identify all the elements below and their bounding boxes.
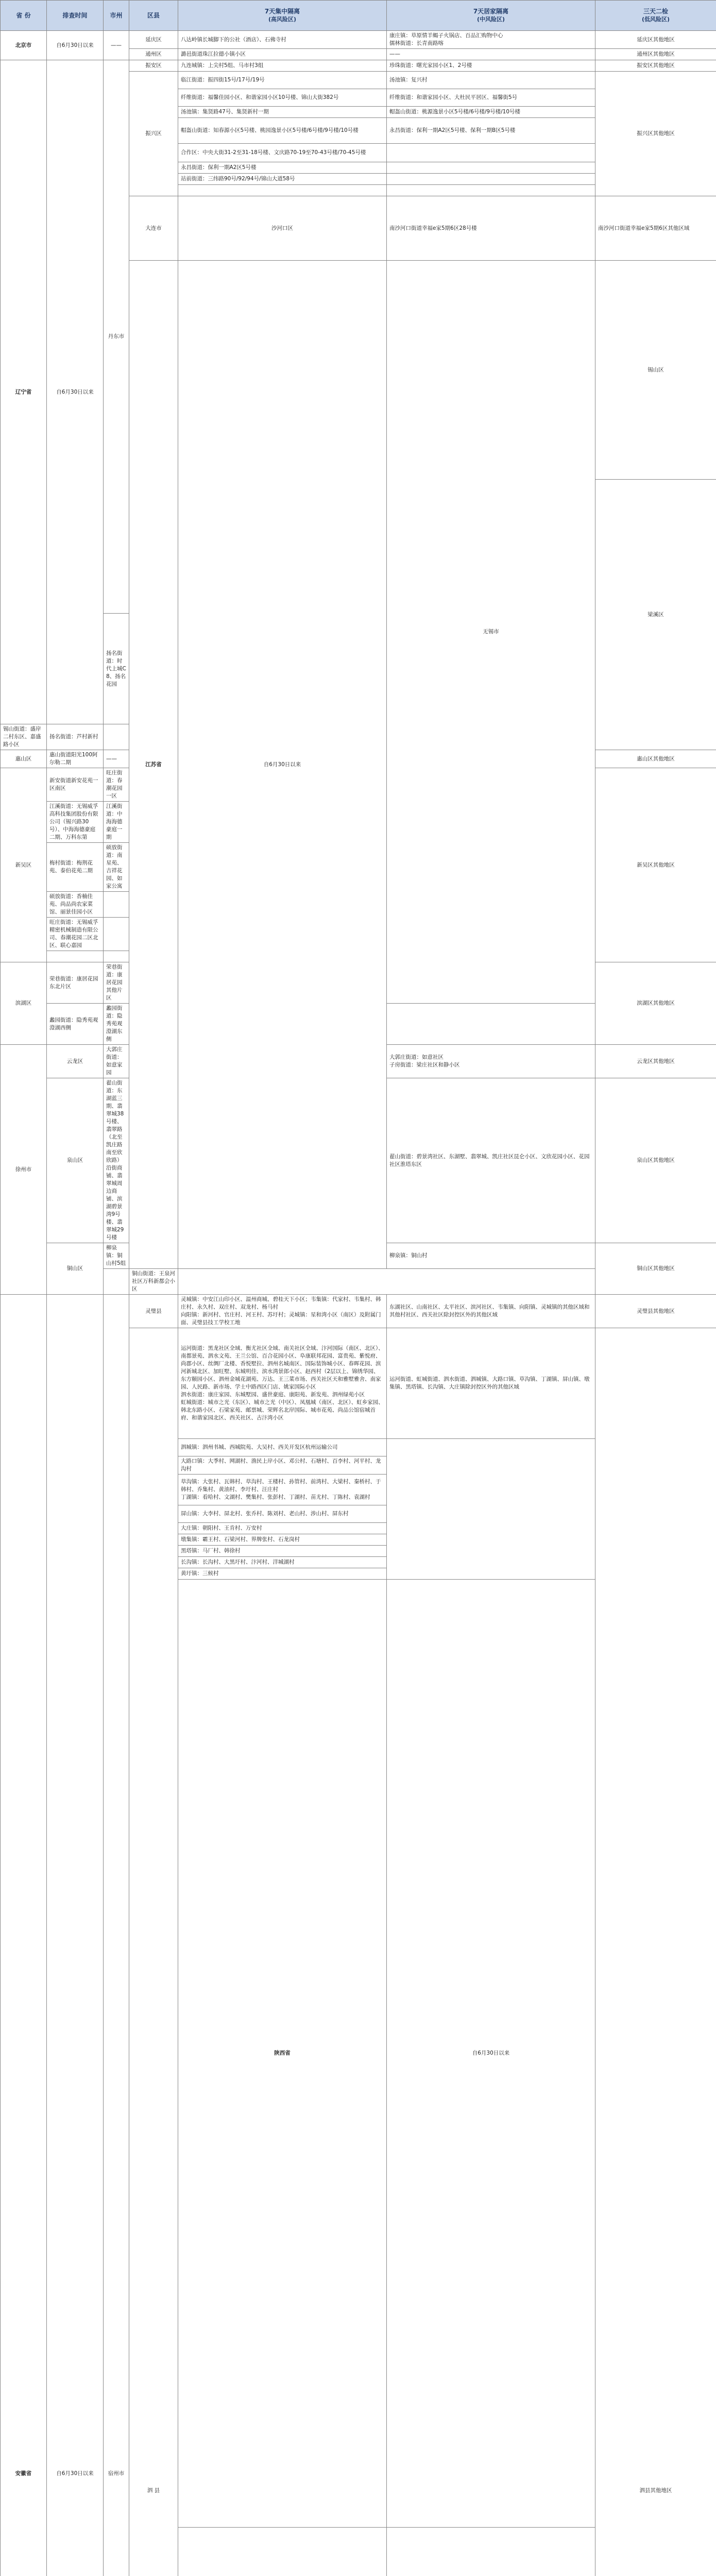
high-risk-cell — [47, 951, 104, 962]
high-risk-cell: 荣巷街道：康居花园东北片区 — [47, 962, 104, 1004]
district-cell: 梁溪区 — [595, 480, 716, 750]
city-cell: 丹东市 — [104, 60, 129, 614]
district-cell: 灵璧县 — [129, 1295, 178, 1328]
province-cell: 辽宁省 — [1, 60, 47, 724]
medium-risk-cell: 南沙河口街道幸福e家5期6区其他区域 — [595, 196, 716, 261]
high-risk-cell: 汤池镇：集贤路47号、集贤新村一期 — [178, 107, 387, 118]
high-risk-cell: 墩集镇：霸王村、石梁河村、界牌张村、石龙岗村 — [178, 1534, 387, 1546]
medium-risk-cell: 荣巷街道：康居花园其他片区 — [104, 962, 129, 1004]
header-district: 区县 — [129, 1, 178, 31]
start-time-cell — [387, 2528, 595, 2576]
high-risk-cell: 九连城镇：上尖村5组、马市村3组 — [178, 60, 387, 72]
low-risk-cell: 振安区其他地区 — [595, 60, 716, 72]
district-cell: 铜山区 — [47, 1243, 104, 1295]
medium-risk-cell: 蠡园街道：隐秀苑观澄湖东侧 — [104, 1004, 129, 1045]
table-row — [1, 31, 716, 49]
high-risk-cell: 永昌街道：保利一期A2区5号楼 — [178, 162, 387, 174]
header-three-day-test: 三天二检 (低风险区) — [595, 1, 716, 31]
high-risk-cell: 柳泉镇：铜山村5组 — [104, 1243, 129, 1269]
medium-risk-cell: 康庄镇：草原情羊蝎子火锅店、百品汇购物中心 儒林街道：长青南路喀 — [387, 31, 595, 49]
low-risk-cell: 铜山区其他地区 — [595, 1243, 716, 1295]
high-risk-cell: 屏山镇：大李村、屏北村、张乔村、陈刘村、老山村、涉山村、屏东村 — [178, 1505, 387, 1523]
city-cell: 无锡市 — [387, 261, 595, 1004]
medium-risk-cell — [387, 174, 595, 185]
start-time-cell: 自6月30日以来 — [47, 1295, 104, 2576]
high-risk-cell: 南沙河口街道幸福e家5期6区28号楼 — [387, 196, 595, 261]
city-cell: 大连市 — [129, 196, 178, 261]
district-cell: 通州区 — [129, 49, 178, 60]
medium-risk-cell: 柳泉镇：铜山村 — [387, 1243, 595, 1269]
high-risk-cell: 八达岭镇长城脚下的公社（酒店）、石佛寺村 — [178, 31, 387, 49]
medium-risk-cell: 旺庄街道：春潮花园一区 — [104, 768, 129, 802]
medium-risk-cell: —— — [387, 49, 595, 60]
start-time-cell: 自6月30日以来 — [178, 261, 387, 1269]
province-cell — [178, 2528, 387, 2576]
medium-risk-cell: 帽盔山街道：桃源逸景小区5号楼/6号楼/9号楼/10号楼 — [387, 107, 595, 118]
low-risk-cell: 新吴区其他地区 — [595, 768, 716, 962]
high-risk-cell: 黑塔镇：马厂村、韩徐村 — [178, 1546, 387, 1557]
high-risk-cell — [104, 1269, 129, 1295]
header-home-quarantine: 7天居家隔离 (中风险区) — [387, 1, 595, 31]
province-cell: 安徽省 — [1, 1295, 47, 2576]
district-cell: 滨湖区 — [1, 962, 47, 1045]
table-row — [1, 60, 716, 72]
province-cell: 北京市 — [1, 31, 47, 60]
start-time-cell: 自6月30日以来 — [387, 1580, 595, 2528]
high-risk-cell: 帽盔山街道：知春源小区5号楼、桃园逸景小区5号楼/6号楼/9号楼/10号楼 — [178, 118, 387, 144]
district-cell: 惠山区 — [1, 750, 47, 768]
high-risk-cell: 旺庄街道：无锡威孚精密机械制造有限公司、春潮花园二区北区、联心嘉园 — [47, 918, 104, 951]
medium-risk-cell — [387, 144, 595, 162]
medium-risk-cell: 铜山街道：王泉河社区万科新都会小区 — [129, 1269, 178, 1295]
high-risk-cell: 长沟镇：长沟村、大黑圩村、汴河村、洋城湖村 — [178, 1557, 387, 1568]
medium-risk-cell: 扬名街道：芦村新村 — [47, 724, 104, 750]
high-risk-cell: 翟山街道：东湖蓝三期、翡翠城38号楼、翡翠路（北至凯庄路南至欣欣路）沿街商铺、翡翠城周边商铺、滨湖碧景湾9号楼、翡翠城29号楼 — [104, 1078, 129, 1243]
low-risk-cell: 通州区其他地区 — [595, 49, 716, 60]
header-start-time: 排查时间 — [47, 1, 104, 31]
high-risk-cell: 潞邑街道珠江拉德小镇小区 — [178, 49, 387, 60]
medium-risk-cell: 珍珠街道：曙光家园小区1、2号楼 — [387, 60, 595, 72]
high-risk-cell: 灵城镇：中安江山印小区、温州商城、碧桂天下小区；韦集镇：代家村、韦集村、韩庄村、永久村、双庄村、双龙村、杨马村 向阳镇：新河村、官庄村、河王村、苏圩村；灵城镇：星和湾小区（南区）及附属门面、灵璧县技工学校工地 — [178, 1295, 387, 1328]
medium-risk-cell: —— — [104, 750, 129, 768]
header-province: 省 份 — [1, 1, 47, 31]
low-risk-cell: 云龙区其他地区 — [595, 1045, 716, 1078]
high-risk-cell: 临江街道：振四街15号/17号/19号 — [178, 72, 387, 89]
high-risk-cell: 草沟镇：大张村、瓦韩村、草沟村、王楼村、孙管村、前湾村、大梁村、秦桥村、于韩村、乔集村、黄油村、李圩村、汪庄村 丁湖镇：看哈村、文湖村、樊集村、张彭村、丁湖村、苗尤村、丁陈村、袁湖村 — [178, 1475, 387, 1505]
city-cell: —— — [104, 31, 129, 60]
header-city: 市州 — [104, 1, 129, 31]
high-risk-cell: 大路口镇：大季村、网湖村、渔民上岸小区、邓公村、石塘村、百李村、河平村、龙沟村 — [178, 1456, 387, 1475]
high-risk-cell: 锡山街道：盛岸二村东区、嘉盛路小区 — [1, 724, 47, 750]
high-risk-cell — [178, 185, 387, 196]
medium-risk-cell — [104, 918, 129, 951]
high-risk-cell: 站前街道：三纬路90号/92/94号/锦山大道58号 — [178, 174, 387, 185]
low-risk-cell: 灵璧县其他地区 — [595, 1295, 716, 1328]
medium-risk-cell — [104, 892, 129, 918]
district-cell: 振兴区 — [129, 72, 178, 196]
medium-risk-cell: 运河街道、虹城街道、泗水街道、泗城镇、大路口镇、草沟镇、丁湖镇、屏山镇、墩集镇、黑塔镇、长沟镇、大庄镇除封控区外的其他区域 — [387, 1328, 595, 1439]
medium-risk-cell — [387, 185, 595, 196]
header-central-quarantine: 7天集中隔离 (高风险区) — [178, 1, 387, 31]
low-risk-cell: 延庆区其他地区 — [595, 31, 716, 49]
high-risk-cell: 蠡园街道：隐秀苑观澄湖西侧 — [47, 1004, 104, 1045]
medium-risk-cell: 翟山街道：碧景湾社区、东湖墅、翡翠城、凯庄社区昆仑小区、文欣花园小区、花园社区淮塔东区 — [387, 1078, 595, 1243]
table-header-row — [1, 1, 716, 31]
province-cell: 陕西省 — [178, 1580, 387, 2528]
high-risk-cell: 梅村街道：梅荆花苑、泰伯花苑二期 — [47, 843, 104, 892]
medium-risk-cell: 大郭庄街道：如意社区 子房街道：梁庄社区和静小区 — [387, 1045, 595, 1078]
low-risk-cell: 滨湖区其他地区 — [595, 962, 716, 1045]
medium-risk-cell: 硕放街道：南星苑、吉祥花园、如家公寓 — [104, 843, 129, 892]
low-risk-cell: 泉山区其他地区 — [595, 1078, 716, 1243]
start-time-cell: 自6月30日以来 — [47, 31, 104, 60]
city-cell: 徐州市 — [1, 1045, 47, 1295]
high-risk-cell: 扬名街道：时代上城C8、扬名花园 — [104, 614, 129, 724]
high-risk-cell: 大庄镇：朝阳村、王肯村、万安村 — [178, 1523, 387, 1534]
table-body — [1, 31, 716, 2576]
district-cell: 云龙区 — [47, 1045, 104, 1078]
district-cell: 振安区 — [129, 60, 178, 72]
high-risk-cell: 黄圩镇：三候村 — [178, 1568, 387, 1580]
district-cell: 沙河口区 — [178, 196, 387, 261]
medium-risk-cell: 纤维街道：和谐家园小区、大杜民平居区、福馨街5号 — [387, 89, 595, 107]
table-row — [1, 1295, 716, 1328]
high-risk-cell: 硕放街道：香楠佳苑、尚品尚农家菜馆、丽景佳园小区 — [47, 892, 104, 918]
medium-risk-cell — [387, 162, 595, 174]
district-cell: 延庆区 — [129, 31, 178, 49]
district-cell: 锡山区 — [595, 261, 716, 480]
start-time-cell: 自6月30日以来 — [47, 60, 104, 724]
high-risk-cell: 江溪街道：无锡威孚高科技集团股份有限公司（锡兴路30号）、中海海德豪庭二期、万科东第 — [47, 802, 104, 843]
city-cell: 宿州市 — [104, 1295, 129, 2576]
high-risk-cell: 泗城镇：泗州书城、西城院苑、大吴村、西关开发区杭州运输公司 — [178, 1439, 387, 1456]
low-risk-cell: 泗县其他地区 — [595, 1328, 716, 2576]
medium-risk-cell: 汤池镇：复兴村 — [387, 72, 595, 89]
medium-risk-cell: 江溪街道：中海海德豪庭一期 — [104, 802, 129, 843]
medium-risk-cell: 东湖社区、山南社区、太平社区、滨河社区、韦集镇、向阳镇、灵城镇的其他区域和其他村社区、西关社区除封控区外的其他区域 — [387, 1295, 595, 1328]
low-risk-cell: 振兴区其他地区 — [595, 72, 716, 196]
high-risk-cell: 大郭庄街道：如意家园 — [104, 1045, 129, 1078]
district-cell: 新吴区 — [1, 768, 47, 962]
high-risk-cell: 纤维街道：福馨佳园小区、和谐家园小区10号楼、锦山大街382号 — [178, 89, 387, 107]
high-risk-cell: 合作区：中央大街31-2至31-18号楼、文庆路70-19至70-43号楼/70-45号楼 — [178, 144, 387, 162]
low-risk-cell: 惠山区其他地区 — [595, 750, 716, 768]
district-cell: 泉山区 — [47, 1078, 104, 1243]
medium-risk-cell: 永昌街道：保利一期A2区5号楼、保利一期B区5号楼 — [387, 118, 595, 144]
high-risk-cell: 新安街道新安花苑一区南区 — [47, 768, 104, 802]
medium-risk-cell — [104, 951, 129, 962]
district-cell: 泗 县 — [129, 1328, 178, 2576]
province-cell: 江苏省 — [129, 261, 178, 1269]
high-risk-cell: 惠山街道阳光100阿尔勒二期 — [47, 750, 104, 768]
high-risk-cell: 运河街道：黑龙社区全域、衡尤社区全域、南关社区全域、汴河国际（南区、北区）、南都景苑、泗水文苑、王兰公馆、百合花园小区、阜康联邦花园、富贵苑、紫悦府、尚郡小区、丝绸厂北楼、香悦墅拉、泗州名城南区、国际装饰城小区、春晖花园、滨河新城北区、加旺墅、东城明佳、滨水湾景郎小区、赵西村（2层以上、锦绣华园、东方颐园小区、泗州金城花湖苑、万达、王三菜市场、西关社区天和雅墅雅舍、南家园、人民路、新市场、学士中路西区门店、姚家国际小区 泗水街道：康庄家园、东城墅园、盛世豪庭、康阳苑、新发苑、泗州绿苑小区 虹城街道：城市之光（东区）、城市之光（中区）、凤凰城（南区、北区）、虹乡家园、韩北东路小区、石梁家苑、邮票城、荣辉名北岸国际、城市花苑、尚品公馆宿城首府、和谐家园北区、西关社区、古汴湾小区 — [178, 1328, 387, 1439]
